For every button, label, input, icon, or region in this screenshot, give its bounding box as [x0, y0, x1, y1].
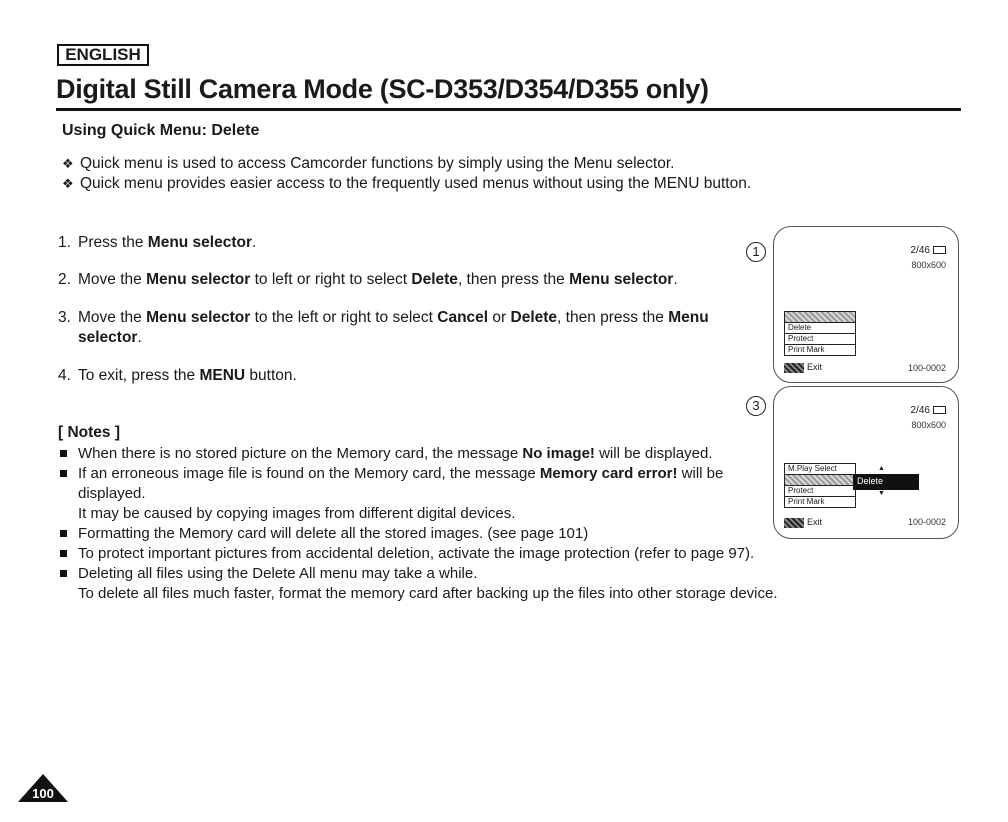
memory-card-icon — [933, 246, 946, 254]
page-number-badge — [18, 774, 68, 802]
quick-menu — [784, 311, 856, 356]
note-item — [58, 464, 798, 524]
square-bullet-icon — [60, 530, 67, 537]
lcd-screen-step-1 — [773, 226, 959, 383]
image-resolution: 800x600 — [911, 260, 946, 270]
exit-hint: Exit — [784, 361, 822, 373]
note-item — [58, 524, 798, 544]
page-title: Digital Still Camera Mode (SC-D353/D354/D355 only) — [56, 74, 709, 104]
note-text: To protect important pictures from accidental deletion, activate the image protection (refer to page 97). — [78, 545, 755, 562]
menu-item[interactable]: Print Mark — [788, 345, 825, 354]
step-1 — [58, 233, 738, 253]
note-item — [58, 444, 798, 464]
step-text: Press the Menu selector. — [78, 234, 257, 251]
intro-item — [62, 174, 822, 194]
notes-heading: [ Notes ] — [58, 424, 120, 441]
step-1-marker: 1 — [746, 242, 766, 262]
step-4 — [58, 366, 738, 386]
note-text: When there is no stored picture on the Memory card, the message No image! will be displayed. — [78, 445, 713, 462]
intro-item — [62, 154, 822, 174]
file-number: 100-0002 — [907, 363, 946, 373]
note-item — [58, 544, 798, 564]
menu-item[interactable]: Delete — [785, 323, 855, 334]
menu-item[interactable]: Protect — [785, 486, 855, 497]
lcd-screen-step-3 — [773, 386, 959, 539]
square-bullet-icon — [60, 550, 67, 557]
menu-item[interactable]: Print Mark — [788, 497, 825, 506]
page-number: 100 — [32, 786, 54, 801]
down-arrow-icon: ▼ — [878, 490, 885, 497]
step-number: 4. — [58, 367, 71, 384]
note-text: Deleting all files using the Delete All menu may take a while. To delete all files much faster, format the memory card after backing up the files into other storage device. — [78, 565, 778, 602]
menu-button-icon — [784, 518, 804, 528]
note-text: If an erroneous image file is found on the Memory card, the message Memory card error! will be displayed. It may be caused by copying images from different digital devices. — [78, 465, 724, 522]
menu-item-highlighted[interactable] — [785, 312, 855, 323]
step-2 — [58, 270, 738, 290]
step-text: Move the Menu selector to the left or right to select Cancel or Delete, then press the Menu selector. — [78, 309, 709, 346]
image-resolution: 800x600 — [911, 420, 946, 430]
file-number: 100-0002 — [907, 517, 946, 527]
diamond-bullet-icon: ❖ — [62, 156, 74, 171]
step-number: 1. — [58, 234, 71, 251]
section-heading: Using Quick Menu: Delete — [62, 122, 260, 139]
image-counter: 2/46 — [910, 245, 930, 256]
quick-menu — [784, 463, 856, 508]
menu-item[interactable]: Protect — [785, 334, 855, 345]
memory-card-icon — [933, 406, 946, 414]
step-3-marker: 3 — [746, 396, 766, 416]
title-divider — [56, 108, 961, 111]
menu-item-highlighted[interactable] — [785, 475, 855, 486]
step-text: Move the Menu selector to left or right to select Delete, then press the Menu selector. — [78, 271, 678, 288]
intro-text: Quick menu is used to access Camcorder functions by simply using the Menu selector. — [80, 155, 675, 172]
up-arrow-icon: ▲ — [878, 465, 885, 472]
intro-text: Quick menu provides easier access to the frequently used menus without using the MENU button. — [80, 175, 752, 192]
menu-item[interactable]: M.Play Select — [785, 464, 855, 475]
note-text: Formatting the Memory card will delete all the stored images. (see page 101) — [78, 525, 589, 542]
diamond-bullet-icon: ❖ — [62, 176, 74, 191]
step-text: To exit, press the MENU button. — [78, 367, 297, 384]
image-counter: 2/46 — [910, 405, 930, 416]
submenu-selection[interactable]: Delete — [853, 474, 919, 490]
step-number: 3. — [58, 309, 71, 326]
exit-hint: Exit — [784, 516, 822, 528]
menu-button-icon — [784, 363, 804, 373]
language-label: ENGLISH — [57, 44, 149, 66]
square-bullet-icon — [60, 570, 67, 577]
square-bullet-icon — [60, 450, 67, 457]
note-item — [58, 564, 798, 604]
step-3 — [58, 308, 738, 348]
square-bullet-icon — [60, 470, 67, 477]
step-number: 2. — [58, 271, 71, 288]
